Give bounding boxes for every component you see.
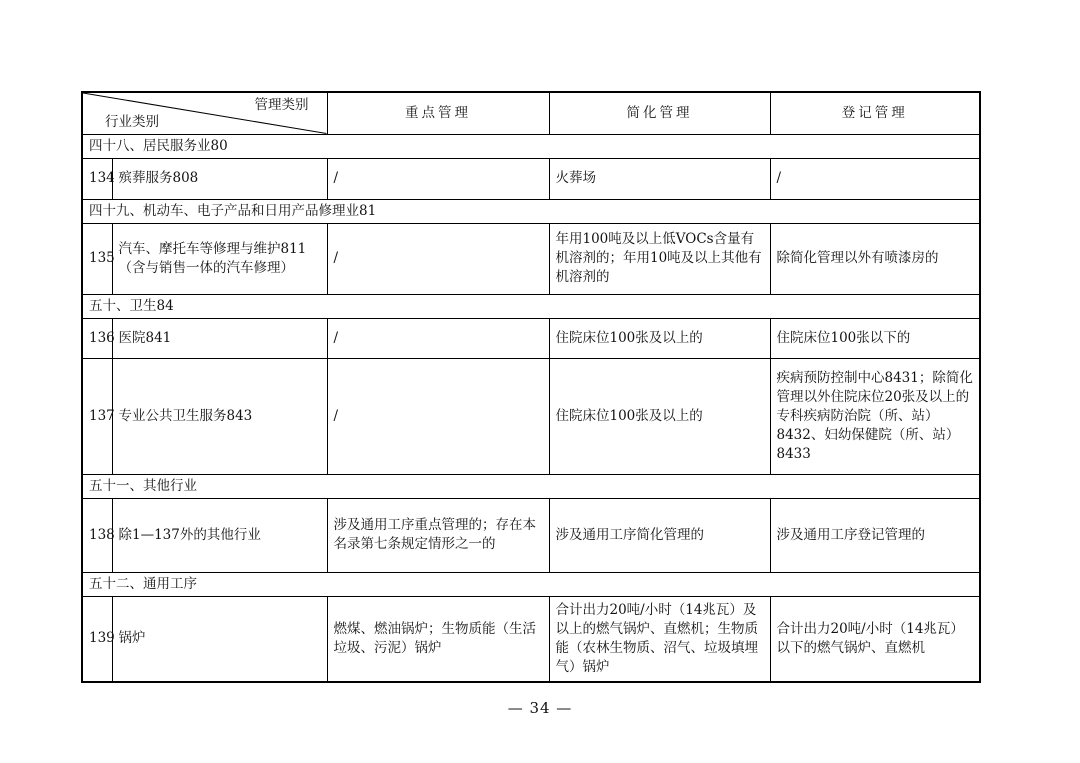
section-title: 五十一、其他行业 xyxy=(82,474,980,498)
row-number: 139 xyxy=(82,596,112,682)
section-row xyxy=(82,134,980,158)
table-row xyxy=(82,596,980,682)
section-row xyxy=(82,294,980,318)
industry-cell: 除1—137外的其他行业 xyxy=(112,498,327,572)
col-key-management: 重点管理 xyxy=(327,92,549,134)
industry-cell: 锅炉 xyxy=(112,596,327,682)
registration-management-cell: 除简化管理以外有喷漆房的 xyxy=(770,223,980,294)
industry-cell: 汽车、摩托车等修理与维护811（含与销售一体的汽车修理） xyxy=(112,223,327,294)
col-simplified-management: 简化管理 xyxy=(549,92,770,134)
diagonal-header-cell xyxy=(82,92,327,134)
section-row xyxy=(82,199,980,223)
section-title: 四十九、机动车、电子产品和日用产品修理业81 xyxy=(82,199,980,223)
section-title: 五十二、通用工序 xyxy=(82,572,980,596)
row-number: 137 xyxy=(82,358,112,474)
industry-cell: 殡葬服务808 xyxy=(112,158,327,199)
registration-management-cell: 住院床位100张以下的 xyxy=(770,318,980,358)
section-title: 四十八、居民服务业80 xyxy=(82,134,980,158)
table-row xyxy=(82,318,980,358)
simplified-management-cell: 住院床位100张及以上的 xyxy=(549,358,770,474)
key-management-cell: / xyxy=(327,223,549,294)
industry-category-label: 行业类别 xyxy=(105,113,159,130)
simplified-management-cell: 火葬场 xyxy=(549,158,770,199)
section-row xyxy=(82,572,980,596)
simplified-management-cell: 合计出力20吨/小时（14兆瓦）及以上的燃气锅炉、直燃机；生物质能（农林生物质、沼气、垃圾填埋气）锅炉 xyxy=(549,596,770,682)
registration-management-cell: 疾病预防控制中心8431；除简化管理以外住院床位20张及以上的专科疾病防治院（所、站）8432、妇幼保健院（所、站）8433 xyxy=(770,358,980,474)
key-management-cell: / xyxy=(327,358,549,474)
management-category-label: 管理类别 xyxy=(254,97,309,113)
row-number: 138 xyxy=(82,498,112,572)
industry-cell: 专业公共卫生服务843 xyxy=(112,358,327,474)
row-number: 136 xyxy=(82,318,112,358)
table-row xyxy=(82,223,980,294)
simplified-management-cell: 年用100吨及以上低VOCs含量有机溶剂的；年用10吨及以上其他有机溶剂的 xyxy=(549,223,770,294)
key-management-cell: / xyxy=(327,318,549,358)
simplified-management-cell: 住院床位100张及以上的 xyxy=(549,318,770,358)
registration-management-cell: 涉及通用工序登记管理的 xyxy=(770,498,980,572)
registration-management-cell: / xyxy=(770,158,980,199)
page-number: — 34 — xyxy=(507,699,573,717)
simplified-management-cell: 涉及通用工序简化管理的 xyxy=(549,498,770,572)
row-number: 134 xyxy=(82,158,112,199)
industry-cell: 医院841 xyxy=(112,318,327,358)
section-title: 五十、卫生84 xyxy=(82,294,980,318)
key-management-cell: 涉及通用工序重点管理的；存在本名录第七条规定情形之一的 xyxy=(327,498,549,572)
permit-classification-table xyxy=(81,91,981,683)
table-row xyxy=(82,498,980,572)
table-row xyxy=(82,358,980,474)
key-management-cell: 燃煤、燃油锅炉；生物质能（生活垃圾、污泥）锅炉 xyxy=(327,596,549,682)
table-row xyxy=(82,158,980,199)
col-registration-management: 登记管理 xyxy=(770,92,980,134)
registration-management-cell: 合计出力20吨/小时（14兆瓦）以下的燃气锅炉、直燃机 xyxy=(770,596,980,682)
row-number: 135 xyxy=(82,223,112,294)
section-row xyxy=(82,474,980,498)
table-header-row xyxy=(82,92,980,134)
key-management-cell: / xyxy=(327,158,549,199)
